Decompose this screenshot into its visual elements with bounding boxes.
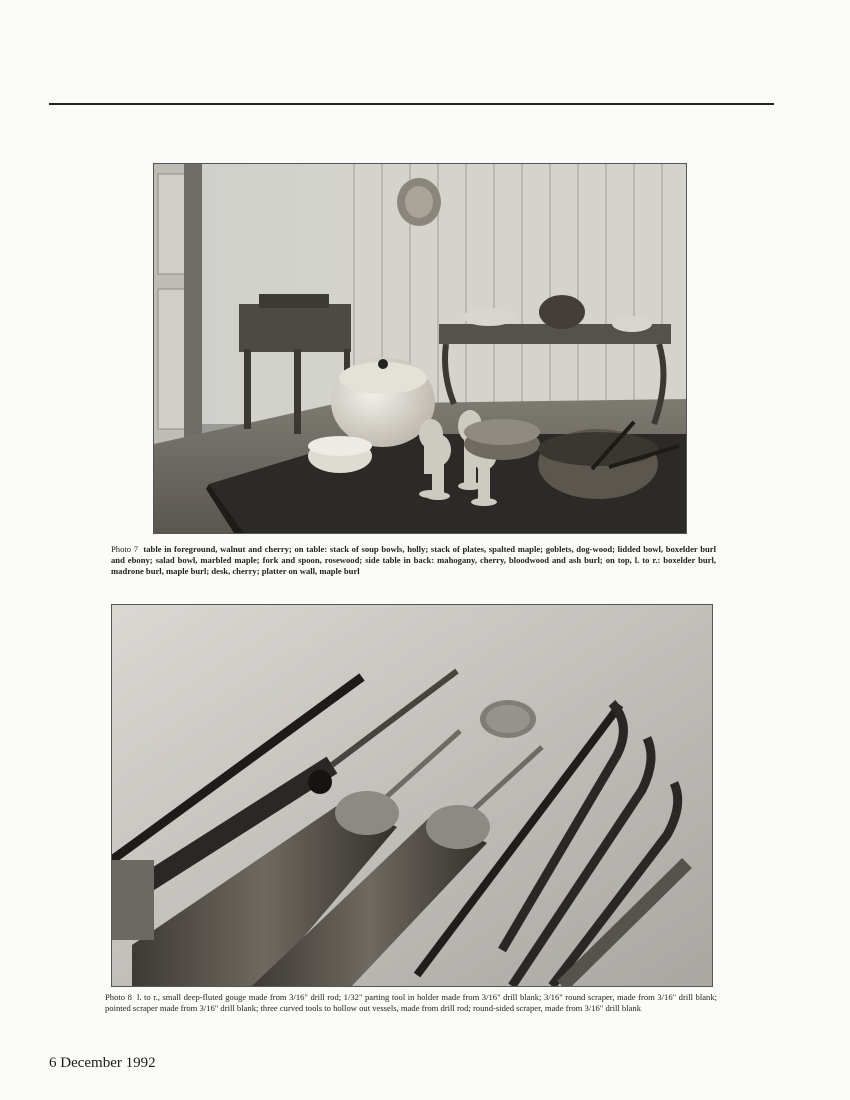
- photo-8-caption-text: l. to r., small deep-fluted gouge made from 3/16" drill rod; 1/32" parting tool in holder made from 3/16" drill blank; 3/16" round scraper, made from 3/16" drill blank; pointed scraper made from 3/16" drill blank; three curved tools to hollow out vessels, made from drill rod; round-sided scraper, made from 3/16" drill blank: [105, 992, 718, 1013]
- photo-7-caption: [111, 544, 716, 577]
- header-rule: [49, 103, 774, 105]
- photo-8-label: Photo 8: [105, 992, 132, 1002]
- photo-7-label: Photo 7: [111, 544, 139, 554]
- photo-7-caption-text: table in foreground, walnut and cherry; on table: stack of soup bowls, holly; stack of plates, spalted maple; goblets, dog-wood; lidded bowl, boxelder burl and ebony; salad bowl, marbled maple; fork and spoon, rosewood; side table in back: mahogany, cherry, bloodwood and ash burl; on top, l. to r.: boxelder burl, madrone burl, maple burl; desk, cherry; platter on wall, maple burl: [111, 544, 716, 576]
- photo-8-caption: [105, 992, 717, 1014]
- photo-8-turning-tools: [111, 604, 713, 987]
- photo-7-miniature-room: [153, 163, 687, 534]
- page-folio: 6 December 1992: [49, 1055, 156, 1071]
